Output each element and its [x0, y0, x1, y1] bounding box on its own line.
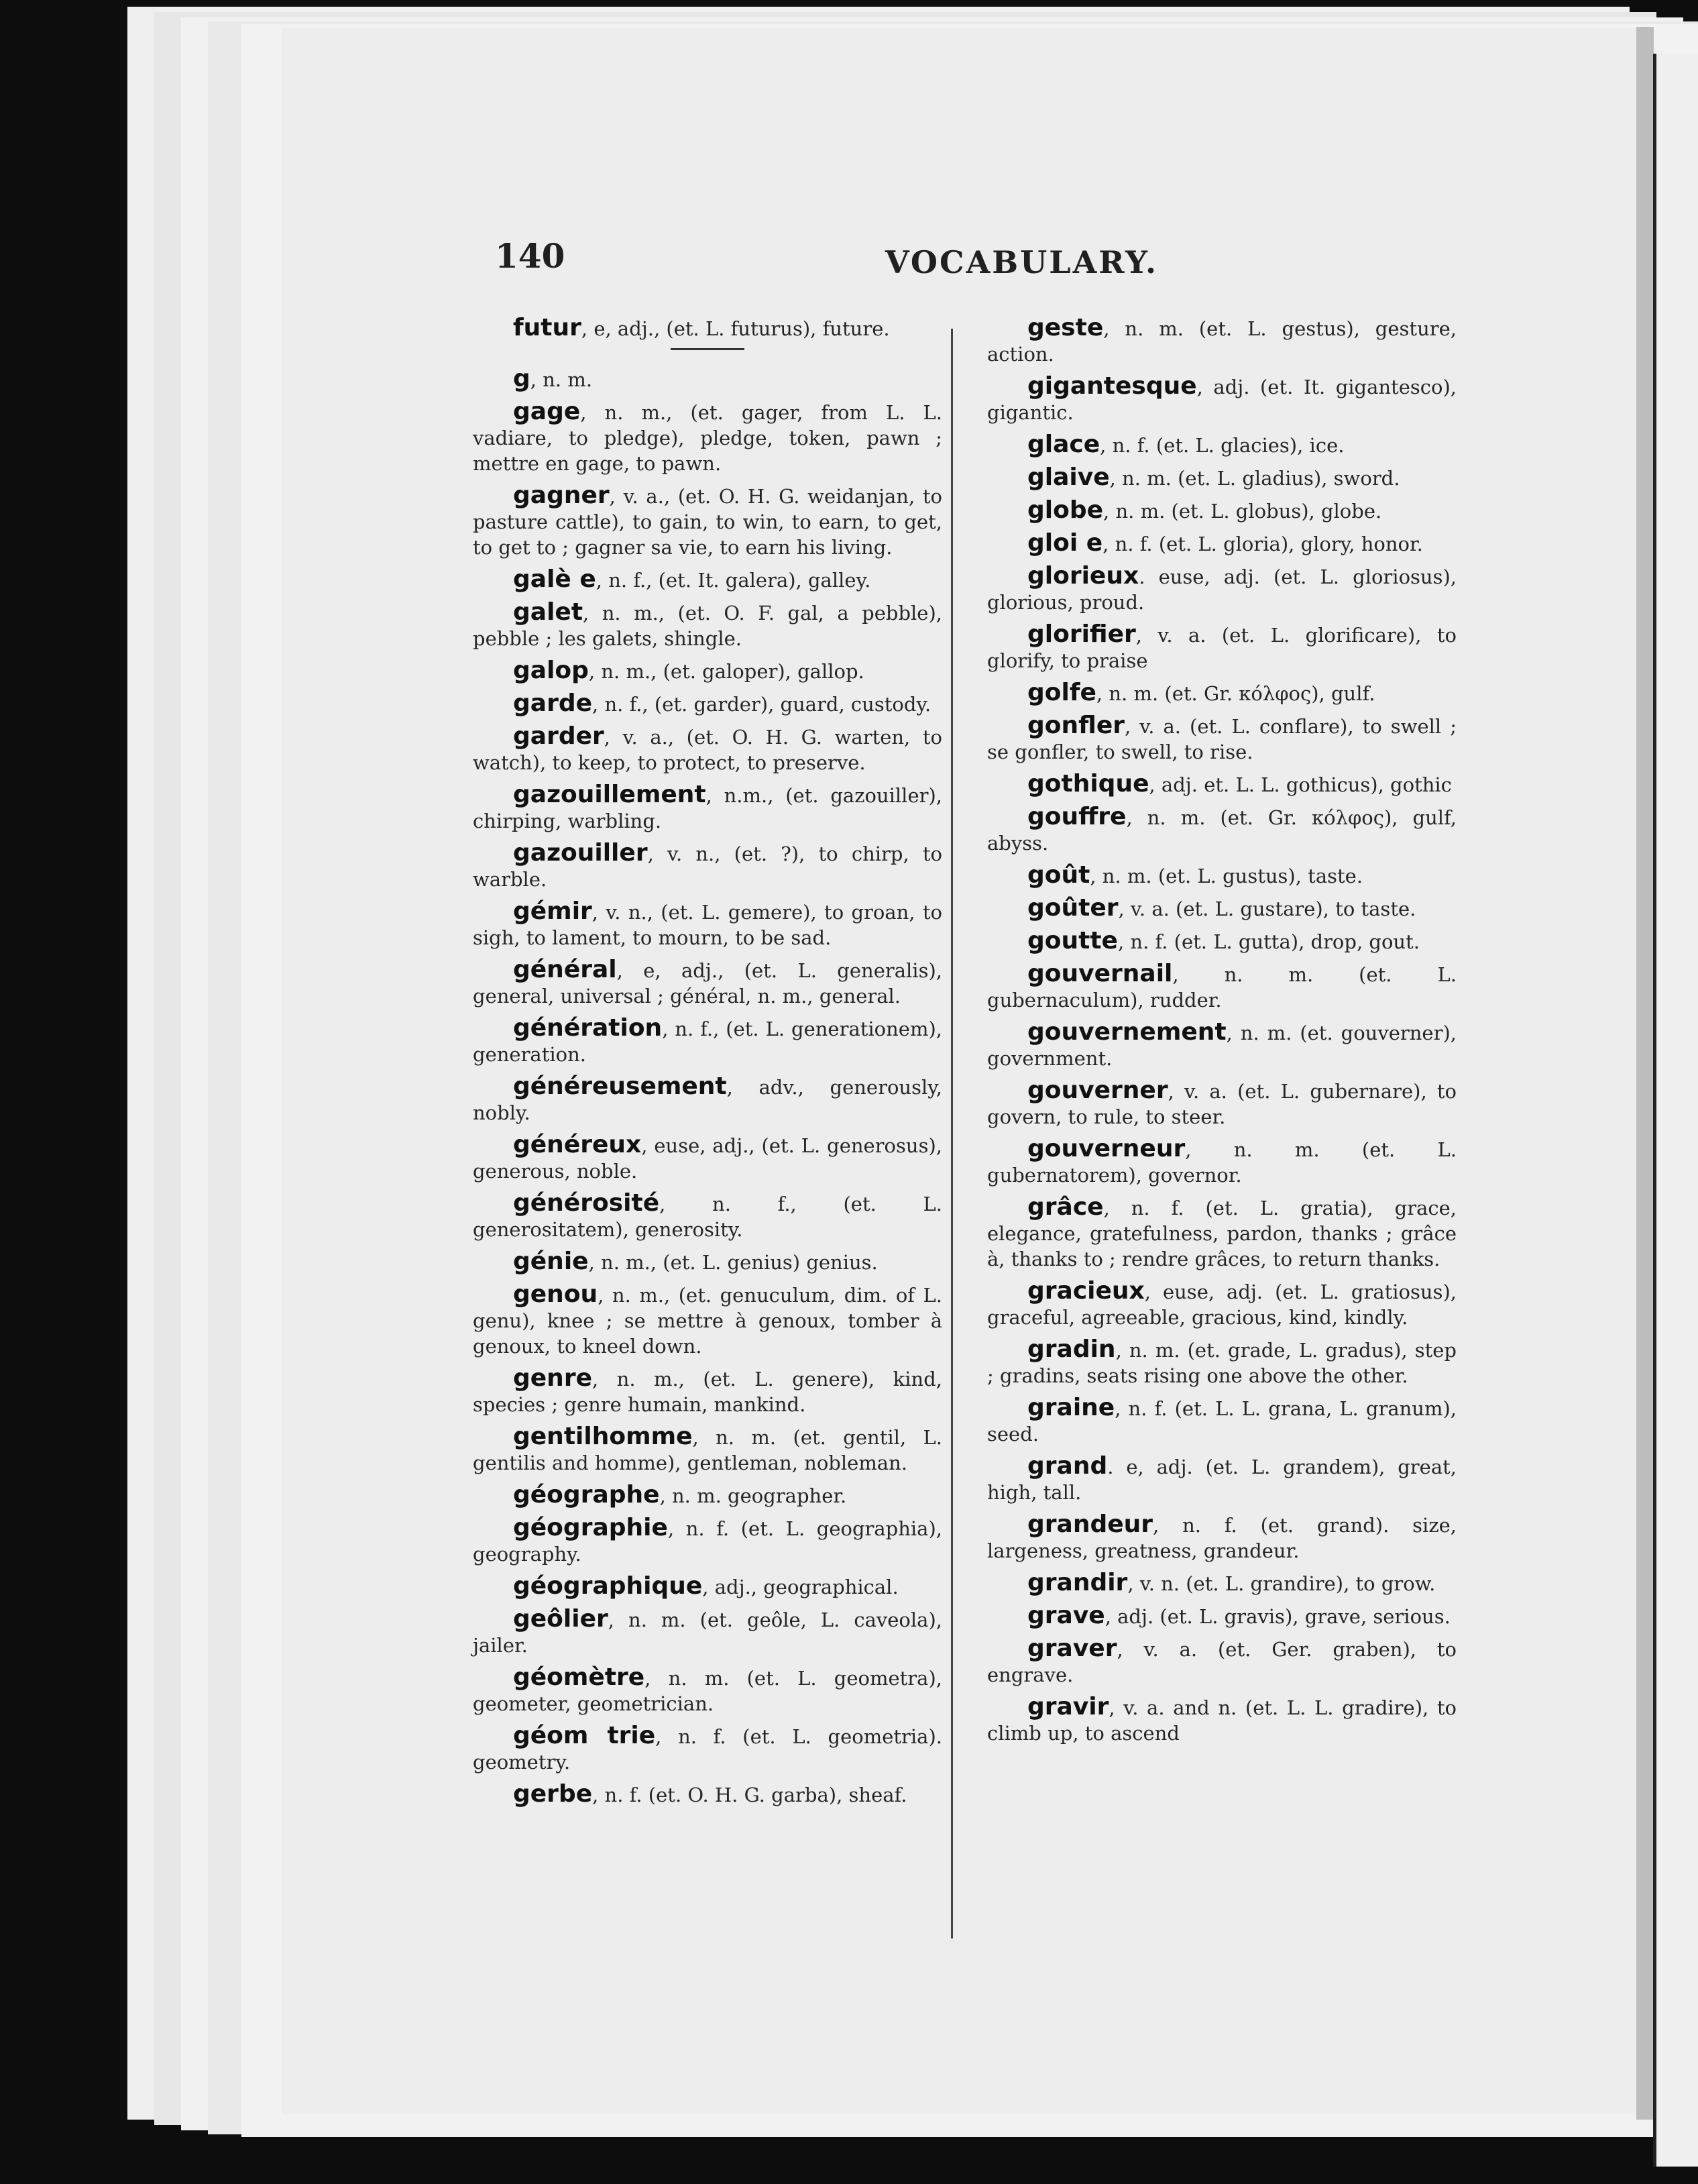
- left-column: [473, 315, 942, 1814]
- dictionary-entry: [987, 771, 1457, 798]
- dictionary-entry: [473, 1606, 942, 1658]
- entry-definition: , n. m.: [530, 368, 593, 391]
- entry-definition: , n. m. (et. grade, L. gradus), step ; gradins, seats rising one above the other.: [987, 1339, 1457, 1387]
- headword: gradin: [1027, 1335, 1116, 1363]
- entry-definition: . e, adj. (et. L. grandem), great, high, tall.: [987, 1456, 1457, 1504]
- entry-definition: . euse, adj. (et. L. gloriosus), glorious, proud.: [987, 565, 1457, 614]
- headword: gloi e: [1027, 529, 1103, 557]
- dictionary-entry: [987, 498, 1457, 524]
- dictionary-entry: [987, 713, 1457, 765]
- headword: gage: [513, 398, 581, 425]
- entry-definition: , v. n., (et. L. gemere), to groan, to sigh, to lament, to mourn, to be sad.: [473, 901, 942, 949]
- headword: galet: [513, 598, 583, 626]
- dictionary-entry: [987, 465, 1457, 491]
- headword: gazouiller: [513, 839, 648, 867]
- headword: gracieux: [1027, 1277, 1145, 1305]
- entry-definition: , euse, adj., (et. L. generosus), generous, noble.: [473, 1134, 942, 1183]
- entry-definition: , adj., geographical.: [702, 1576, 899, 1598]
- headword: générosité: [513, 1189, 660, 1217]
- entry-definition: , n. f. (et. L. gutta), drop, gout.: [1117, 930, 1420, 953]
- entry-definition: , n. f., (et. L. generositatem), generosity.: [473, 1193, 942, 1241]
- headword: gémir: [513, 897, 592, 925]
- headword: golfe: [1027, 679, 1096, 706]
- headword: grandir: [1027, 1569, 1128, 1596]
- dictionary-entry: [473, 567, 942, 593]
- dictionary-entry: [987, 531, 1457, 557]
- entry-definition: , n. m. (et. L. geometra), geometer, geometrician.: [473, 1667, 942, 1715]
- headword: galop: [513, 657, 589, 684]
- headword: goûter: [1027, 894, 1119, 922]
- entry-definition: , n. m., (et. genuculum, dim. of L. genu), knee ; se mettre à genoux, tomber à genoux, to kneel down.: [473, 1284, 942, 1358]
- dictionary-entry: [473, 899, 942, 950]
- dictionary-entry: [473, 366, 942, 392]
- entry-definition: , n. m. (et. L. gustus), taste.: [1090, 865, 1363, 887]
- entry-definition: , v. a. (et. L. glorificare), to glorify, to praise: [987, 624, 1457, 672]
- dictionary-entry: [473, 1132, 942, 1184]
- section-divider: [671, 348, 744, 350]
- entry-definition: , n. f. (et. L. gratia), grace, elegance, gratefulness, pardon, thanks ; grâce à, thanks to ; rendre grâces, to return thanks.: [987, 1197, 1457, 1270]
- entry-definition: , v. a. and n. (et. L. L. gradire), to climb up, to ascend: [987, 1696, 1457, 1745]
- headword: gravir: [1027, 1693, 1109, 1721]
- headword: géomètre: [513, 1663, 645, 1691]
- headword: gouvernail: [1027, 960, 1173, 987]
- dictionary-entry: [473, 1723, 942, 1775]
- dictionary-entry: [473, 1574, 942, 1600]
- entry-definition: , v. a., (et. O. H. G. warten, to watch), to keep, to protect, to preserve.: [473, 726, 942, 774]
- entry-definition: , adv., generously, nobly.: [473, 1076, 942, 1124]
- entry-definition: , n. m., (et. O. F. gal, a pebble), pebble ; les galets, shingle.: [473, 602, 942, 650]
- headword: grave: [1027, 1602, 1105, 1629]
- dictionary-entry: [473, 483, 942, 560]
- headword: galè e: [513, 565, 596, 593]
- headword: général: [513, 956, 617, 983]
- entry-definition: , v. n., (et. ?), to chirp, to warble.: [473, 842, 942, 891]
- dictionary-entry: [987, 863, 1457, 889]
- dictionary-entry: [987, 374, 1457, 425]
- dictionary-entry: [987, 432, 1457, 458]
- running-header: VOCABULARY.: [885, 244, 1159, 280]
- dictionary-entry: [473, 1424, 942, 1476]
- headword: génie: [513, 1248, 589, 1275]
- entry-definition: , n. m. (et. gentil, L. gentilis and homme), gentleman, nobleman.: [473, 1426, 942, 1474]
- dictionary-entry: [473, 1665, 942, 1716]
- headword: gouffre: [1027, 803, 1127, 830]
- dictionary-entry: [473, 1249, 942, 1275]
- entry-definition: , v. a. (et. Ger. graben), to engrave.: [987, 1638, 1457, 1686]
- entry-definition: , n. f. (et. O. H. G. garba), sheaf.: [592, 1784, 907, 1806]
- entry-definition: , euse, adj. (et. L. gratiosus), graceful, agreeable, gracious, kind, kindly.: [987, 1280, 1457, 1329]
- dictionary-entry: [473, 1366, 942, 1417]
- dictionary-entry: [473, 1282, 942, 1359]
- dictionary-entry: [987, 1694, 1457, 1746]
- entry-definition: , v. a. (et. L. conflare), to swell ; se gonfler, to swell, to rise.: [987, 715, 1457, 763]
- entry-definition: , n. m., (et. galoper), gallop.: [588, 660, 864, 683]
- entry-definition: , n. f. (et. L. glacies), ice.: [1100, 434, 1345, 457]
- headword: gothique: [1027, 770, 1149, 798]
- dictionary-entry: [987, 1136, 1457, 1188]
- headword: grâce: [1027, 1193, 1104, 1221]
- entry-definition: , e, adj., (et. L. generalis), general, universal ; général, n. m., general.: [473, 959, 942, 1007]
- headword: gagner: [513, 482, 610, 509]
- headword: graine: [1027, 1394, 1115, 1421]
- headword: goutte: [1027, 927, 1118, 954]
- entry-definition: , n. f. (et. L. geometria). geometry.: [473, 1725, 942, 1773]
- entry-definition: , v. n. (et. L. grandire), to grow.: [1127, 1572, 1436, 1595]
- entry-definition: , adj. et. L. L. gothicus), gothic: [1149, 773, 1452, 796]
- entry-definition: , n. f. (et. L. L. grana, L. granum), seed.: [987, 1397, 1457, 1445]
- entry-definition: , n. m. (et. gouverner), government.: [987, 1022, 1457, 1070]
- headword: gerbe: [513, 1780, 593, 1808]
- headword: généreux: [513, 1131, 642, 1158]
- entry-definition: , n. m., (et. L. genius) genius.: [588, 1251, 878, 1274]
- entry-definition: , adj. (et. It. gigantesco), gigantic.: [987, 376, 1457, 424]
- dictionary-entry: [987, 1395, 1457, 1447]
- headword: glace: [1027, 431, 1100, 458]
- headword: goût: [1027, 861, 1090, 889]
- page-number: 140: [495, 236, 565, 276]
- entry-definition: , n. f. (et. L. geographia), geography.: [473, 1517, 942, 1566]
- headword: garde: [513, 690, 593, 717]
- entry-definition: , n. m. (et. L. globus), globe.: [1103, 500, 1382, 523]
- dictionary-entry: [473, 1482, 942, 1509]
- entry-definition: , v. a. (et. L. gustare), to taste.: [1118, 897, 1416, 920]
- entry-definition: , n. m., (et. L. genere), kind, species ; genre humain, mankind.: [473, 1368, 942, 1416]
- entry-definition: , n. m. (et. Gr. κόλφος), gulf, abyss.: [987, 806, 1457, 855]
- dictionary-entry: [473, 957, 942, 1009]
- headword: géographie: [513, 1514, 668, 1541]
- headword: globe: [1027, 496, 1104, 524]
- dictionary-entry: [987, 804, 1457, 856]
- headword: gouverner: [1027, 1077, 1168, 1104]
- headword: glorifier: [1027, 620, 1136, 648]
- entry-definition: , n. m. (et. L. gubernatorem), governor.: [987, 1138, 1457, 1187]
- dictionary-entry: [987, 563, 1457, 615]
- headword: futur: [513, 314, 581, 341]
- headword: gonfler: [1027, 712, 1125, 739]
- dictionary-entry: [987, 1603, 1457, 1629]
- right-column: [987, 315, 1457, 1753]
- dictionary-entry: [987, 680, 1457, 706]
- gutter-shadow: [1636, 27, 1654, 2120]
- dictionary-entry: [473, 658, 942, 684]
- headword: grandeur: [1027, 1511, 1153, 1538]
- dictionary-entry: [473, 724, 942, 775]
- column-rule: [951, 329, 953, 1939]
- dictionary-entry: [473, 600, 942, 651]
- facing-page-edge: [1653, 54, 1698, 2167]
- dictionary-entry: [473, 840, 942, 892]
- headword: géographe: [513, 1481, 660, 1509]
- headword: g: [513, 365, 530, 392]
- entry-definition: , n. f., (et. garder), guard, custody.: [592, 693, 931, 716]
- headword: gazouillement: [513, 781, 706, 808]
- headword: genou: [513, 1280, 598, 1308]
- headword: généreusement: [513, 1073, 727, 1100]
- entry-definition: , v. a. (et. L. gubernare), to govern, to rule, to steer.: [987, 1080, 1457, 1128]
- dictionary-entry: [987, 1570, 1457, 1596]
- dictionary-entry: [987, 1195, 1457, 1272]
- entry-definition: , v. a., (et. O. H. G. weidanjan, to pasture cattle), to gain, to win, to earn, to get, to get to ; gagner sa vie, to earn his living.: [473, 485, 942, 559]
- entry-definition: , n. m. (et. L. gestus), gesture, action.: [987, 317, 1457, 366]
- entry-definition: , n. m. geographer.: [659, 1484, 847, 1507]
- dictionary-entry: [987, 315, 1457, 367]
- dictionary-entry: [987, 1337, 1457, 1388]
- headword: grand: [1027, 1452, 1108, 1480]
- headword: geste: [1027, 314, 1104, 341]
- dictionary-entry: [987, 1078, 1457, 1130]
- headword: gouverneur: [1027, 1135, 1186, 1162]
- headword: geôlier: [513, 1605, 608, 1633]
- dictionary-entry: [473, 1782, 942, 1808]
- entry-definition: , adj. (et. L. gravis), grave, serious.: [1105, 1605, 1451, 1628]
- dictionary-entry: [987, 622, 1457, 673]
- entry-definition: , n. m., (et. gager, from L. L. vadiare, to pledge), pledge, token, pawn ; mettre en gage, to pawn.: [473, 401, 942, 475]
- headword: gentilhomme: [513, 1423, 693, 1450]
- dictionary-entry: [473, 782, 942, 834]
- dictionary-entry: [987, 895, 1457, 922]
- headword: géom trie: [513, 1722, 656, 1749]
- headword: glaive: [1027, 463, 1110, 491]
- entry-definition: , n. f., (et. L. generationem), generation.: [473, 1018, 942, 1066]
- dictionary-entry: [987, 1512, 1457, 1564]
- dictionary-entry: [987, 928, 1457, 954]
- dictionary-entry: [987, 1636, 1457, 1688]
- entry-definition: , n.m., (et. gazouiller), chirping, warbling.: [473, 784, 942, 832]
- dictionary-entry: [987, 1454, 1457, 1505]
- entry-definition: , n. m. (et. Gr. κόλφος), gulf.: [1096, 682, 1375, 705]
- dictionary-entry: [473, 315, 942, 341]
- headword: genre: [513, 1364, 592, 1392]
- dictionary-entry: [473, 399, 942, 476]
- headword: garder: [513, 722, 604, 750]
- dictionary-entry: [473, 1515, 942, 1567]
- headword: géographique: [513, 1572, 703, 1600]
- headword: graver: [1027, 1635, 1117, 1662]
- entry-definition: , n. f., (et. It. galera), galley.: [596, 569, 871, 592]
- entry-definition: , n. f. (et. L. gloria), glory, honor.: [1102, 533, 1423, 555]
- headword: glorieux: [1027, 562, 1139, 590]
- dictionary-entry: [473, 1191, 942, 1242]
- entry-definition: , n. m. (et. geôle, L. caveola), jailer.: [473, 1608, 942, 1657]
- entry-definition: , e, adj., (et. L. futurus), future.: [581, 317, 890, 340]
- dictionary-entry: [987, 961, 1457, 1013]
- entry-definition: , n. m. (et. L. gubernaculum), rudder.: [987, 963, 1457, 1012]
- dictionary-entry: [473, 691, 942, 717]
- headword: gouvernement: [1027, 1018, 1227, 1046]
- headword: gigantesque: [1027, 372, 1197, 400]
- entry-definition: , n. f. (et. grand). size, largeness, greatness, grandeur.: [987, 1514, 1457, 1562]
- headword: génération: [513, 1014, 663, 1042]
- dictionary-entry: [987, 1020, 1457, 1071]
- dictionary-entry: [473, 1016, 942, 1067]
- dictionary-entry: [473, 1074, 942, 1126]
- entry-definition: , n. m. (et. L. gladius), sword.: [1109, 467, 1400, 490]
- dictionary-entry: [987, 1278, 1457, 1330]
